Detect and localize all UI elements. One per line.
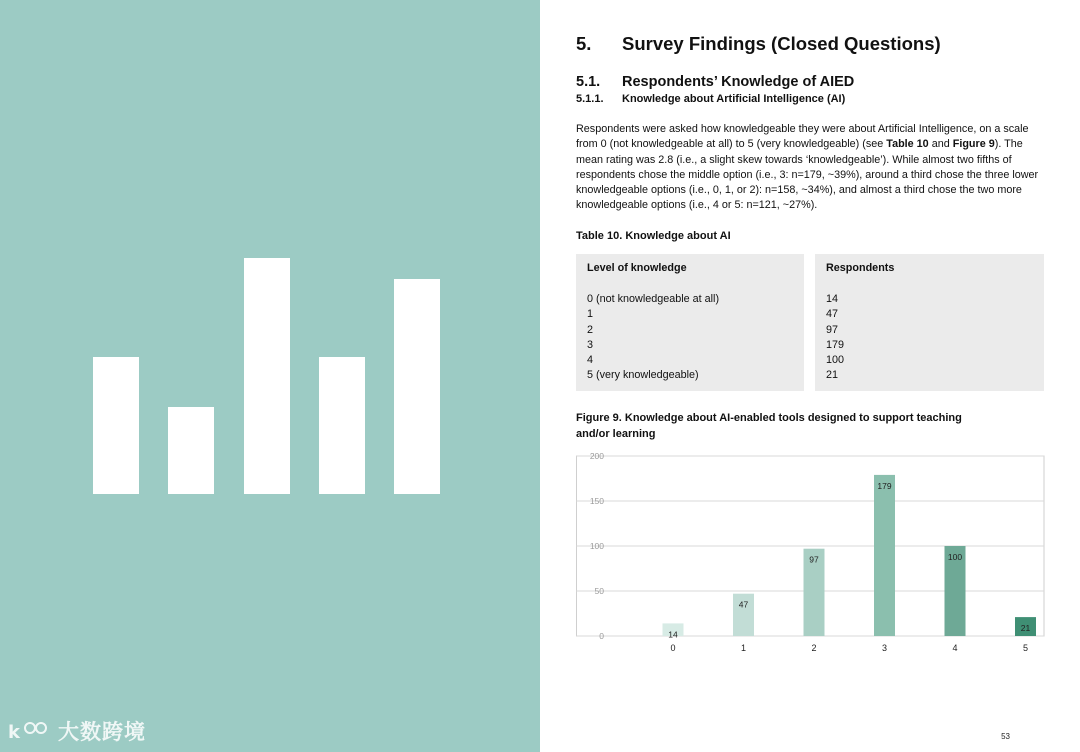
subsubsection-heading	[576, 93, 845, 105]
x-tick-label: 0	[670, 643, 676, 653]
x-tick-label: 4	[952, 643, 958, 653]
section-heading	[576, 33, 941, 55]
decorative-bar	[394, 279, 440, 494]
document-page	[576, 0, 1046, 752]
table-header-level: Level of knowledge	[587, 262, 687, 274]
subsection-title: Respondents’ Knowledge of AIED	[622, 74, 855, 90]
bar-chart	[576, 448, 1046, 658]
y-tick-label: 150	[589, 496, 604, 506]
figure-caption: Figure 9. Knowledge about AI-enabled tools designed to support teaching and/or learning	[576, 412, 962, 440]
watermark	[8, 716, 146, 746]
svg-text:k: k	[8, 722, 20, 743]
subsection-heading	[576, 74, 854, 90]
table-row: 0 (not knowledgeable at all)	[587, 293, 720, 305]
paragraph-text: and	[928, 138, 953, 151]
table-row: 5 (very knowledgeable)	[587, 369, 699, 382]
section-number: 5.	[576, 33, 592, 54]
paragraph-text: Respondents were asked how knowledgeable they were about Artificial Intelligence, on a scale from 0 (not knowledgeable at all) to 5 (very knowledgeable) (see	[576, 123, 1029, 151]
bar	[874, 475, 895, 636]
data-label: 100	[947, 552, 963, 562]
y-tick-label: 100	[589, 541, 604, 551]
data-label: 47	[738, 599, 749, 610]
decorative-bar	[168, 407, 214, 494]
table-cell: 100	[826, 354, 845, 367]
table-row: 1	[587, 308, 594, 321]
decorative-bar	[93, 357, 139, 494]
table-cell: 21	[826, 369, 839, 382]
y-tick-label: 0	[599, 631, 604, 641]
table-row: 2	[587, 323, 594, 336]
subsection-number: 5.1.	[576, 74, 601, 90]
table-row: 3	[587, 338, 594, 351]
data-label: 179	[877, 480, 892, 491]
table-reference: Table 10	[886, 138, 929, 151]
y-tick-label: 200	[589, 451, 604, 461]
watermark-logo-icon	[8, 719, 52, 743]
watermark-text: 大数跨境	[58, 720, 146, 744]
body-paragraph	[576, 122, 1046, 214]
x-tick-label: 1	[740, 643, 747, 653]
data-label: 21	[1020, 623, 1031, 634]
table-column-level	[576, 254, 804, 391]
table-cell: 14	[826, 293, 839, 305]
table-cell: 97	[826, 323, 839, 336]
data-label: 97	[809, 554, 819, 565]
figure-reference: Figure 9	[952, 138, 995, 151]
table-cell: 179	[826, 338, 845, 351]
section-title: Survey Findings (Closed Questions)	[622, 33, 941, 54]
paragraph-text: ). The mean rating was 2.8 (i.e., a slight skew towards ‘knowledgeable’). While almost two fifths of respondents chose the middle option (i.e., 3: n=179, ~39%), around a third chose the three lower knowledgeable options (i.e., 0, 1, or 2): n=158, ~34%), and almost a third chose the two more knowledgeable options (i.e., 4 or 5: n=121, ~27%).	[576, 138, 1039, 212]
table-caption: Table 10. Knowledge about AI	[576, 230, 731, 242]
subsubsection-number: 5.1.1.	[576, 93, 604, 105]
x-tick-label: 5	[1022, 643, 1029, 653]
table-header-respondents: Respondents	[826, 262, 895, 274]
decorative-bar	[319, 357, 365, 494]
x-tick-label: 2	[811, 643, 817, 653]
data-label: 14	[668, 629, 678, 640]
subsubsection-title: Knowledge about Artificial Intelligence (AI)	[622, 93, 846, 105]
page-number: 53	[1001, 732, 1010, 741]
decorative-bar	[244, 258, 290, 494]
table-column-respondents	[815, 254, 1044, 391]
y-tick-label: 50	[594, 586, 604, 596]
table-row: 4	[587, 354, 594, 367]
x-tick-label: 3	[881, 643, 888, 653]
table-cell: 47	[826, 308, 839, 321]
